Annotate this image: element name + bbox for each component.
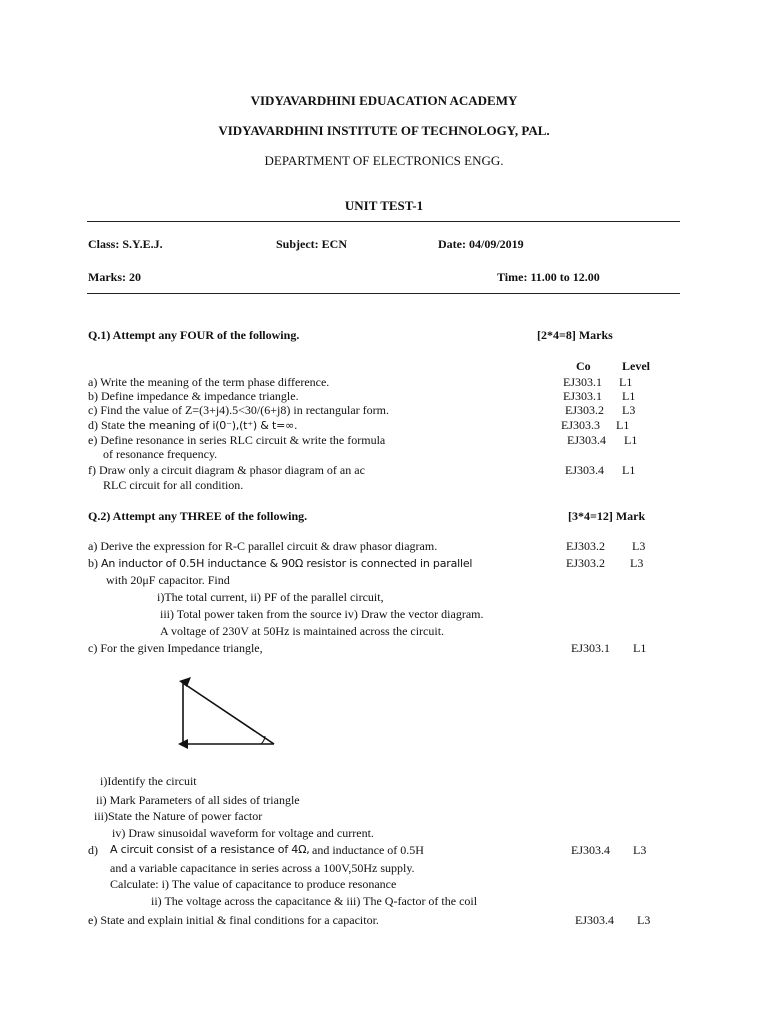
q2b-prefix: b) <box>88 556 101 570</box>
q2d-line2: and a variable capacitance in series across a 100V,50Hz supply. <box>110 861 415 875</box>
q2b-line3: i)The total current, ii) PF of the parallel circuit, <box>157 590 384 604</box>
q1e-co: EJ303.4 <box>567 433 606 447</box>
q2c-sub2: ii) Mark Parameters of all sides of triangle <box>96 793 300 807</box>
q1f-text: f) Draw only a circuit diagram & phasor diagram of an ac <box>88 463 365 477</box>
q1b-level: L1 <box>622 389 636 403</box>
q2a-level: L3 <box>632 539 646 553</box>
q2b-level: L3 <box>630 556 644 570</box>
q2c-sub3: iii)State the Nature of power factor <box>94 809 263 823</box>
q2e-level: L3 <box>637 913 651 927</box>
q1b-co: EJ303.1 <box>563 389 602 403</box>
q2d-level: L3 <box>633 843 647 857</box>
q2e-text: e) State and explain initial & final conditions for a capacitor. <box>88 913 379 927</box>
q2c-sub1: i)Identify the circuit <box>100 774 197 788</box>
q2d-line3: Calculate: i) The value of capacitance to produce resonance <box>110 877 397 891</box>
q1f-co: EJ303.4 <box>565 463 604 477</box>
top-arrow-head <box>179 677 191 687</box>
q1e-text-cont: of resonance frequency. <box>103 447 218 461</box>
q1d-body: the meaning of i(0⁻),(t⁺) & t=∞. <box>128 419 298 432</box>
q1e-text: e) Define resonance in series RLC circuit & write the formula <box>88 433 386 447</box>
q1b-text: b) Define impedance & impedance triangle. <box>88 389 299 403</box>
q2d-co: EJ303.4 <box>571 843 610 857</box>
q2a-text: a) Derive the expression for R-C parallel circuit & draw phasor diagram. <box>88 539 438 553</box>
q1c-text: c) Find the value of Z=(3+j4).5<30/(6+j8) in rectangular form. <box>88 403 389 417</box>
q2d-text-b: and inductance of 0.5H <box>312 843 424 857</box>
q2c-level: L1 <box>633 641 647 655</box>
q2a-co: EJ303.2 <box>566 539 605 553</box>
q2c-text: c) For the given Impedance triangle, <box>88 641 263 655</box>
q1d-co: EJ303.3 <box>561 418 600 432</box>
q1a-co: EJ303.1 <box>563 375 602 389</box>
triangle-hypotenuse <box>183 683 274 744</box>
q1c-co: EJ303.2 <box>565 403 604 417</box>
q2b-line5: A voltage of 230V at 50Hz is maintained across the circuit. <box>160 624 445 638</box>
q2c-co: EJ303.1 <box>571 641 610 655</box>
q1c-level: L3 <box>622 403 636 417</box>
q2b-text <box>88 556 472 571</box>
co-column-header: Co <box>576 359 591 373</box>
level-column-header: Level <box>622 359 650 373</box>
department-name: DEPARTMENT OF ELECTRONICS ENGG. <box>264 153 504 168</box>
q2-marks: [3*4=12] Mark <box>568 509 646 523</box>
date-info: Date: 04/09/2019 <box>438 237 524 251</box>
q1f-text-cont: RLC circuit for all condition. <box>103 478 244 492</box>
institute-name: VIDYAVARDHINI INSTITUTE OF TECHNOLOGY, PAL. <box>218 123 550 138</box>
q2d-text: A circuit consist of a resistance of 4Ω, <box>110 843 310 856</box>
q2c-sub4: iv) Draw sinusoidal waveform for voltage and current. <box>112 826 374 840</box>
q2b-line4: iii) Total power taken from the source iv) Draw the vector diagram. <box>160 607 484 621</box>
q2b-co: EJ303.2 <box>566 556 605 570</box>
q2b-line2: with 20μF capacitor. Find <box>106 573 230 587</box>
subject-info: Subject: ECN <box>276 237 347 251</box>
academy-name: VIDYAVARDHINI EDUACATION ACADEMY <box>250 93 518 108</box>
marks-info: Marks: 20 <box>88 270 141 284</box>
q1d-level: L1 <box>616 418 630 432</box>
q1-title: Q.1) Attempt any FOUR of the following. <box>88 328 300 342</box>
q2d-label: d) <box>88 843 98 857</box>
q2e-co: EJ303.4 <box>575 913 614 927</box>
q1a-text: a) Write the meaning of the term phase difference. <box>88 375 330 389</box>
top-divider <box>87 221 680 222</box>
q1a-level: L1 <box>619 375 633 389</box>
q1d-text <box>88 418 297 433</box>
q2-title: Q.2) Attempt any THREE of the following. <box>88 509 308 523</box>
class-info: Class: S.Y.E.J. <box>88 237 163 251</box>
q1f-level: L1 <box>622 463 636 477</box>
q1e-level: L1 <box>624 433 638 447</box>
bottom-divider <box>87 293 680 294</box>
test-title: UNIT TEST-1 <box>344 198 424 213</box>
q2b-body: An inductor of 0.5H inductance & 90Ω resistor is connected in parallel <box>101 557 473 570</box>
impedance-triangle-figure <box>175 674 281 752</box>
q2d-line4: ii) The voltage across the capacitance & iii) The Q-factor of the coil <box>151 894 478 908</box>
time-info: Time: 11.00 to 12.00 <box>497 270 600 284</box>
q1-marks: [2*4=8] Marks <box>537 328 613 342</box>
q1d-prefix: d) State <box>88 418 128 432</box>
